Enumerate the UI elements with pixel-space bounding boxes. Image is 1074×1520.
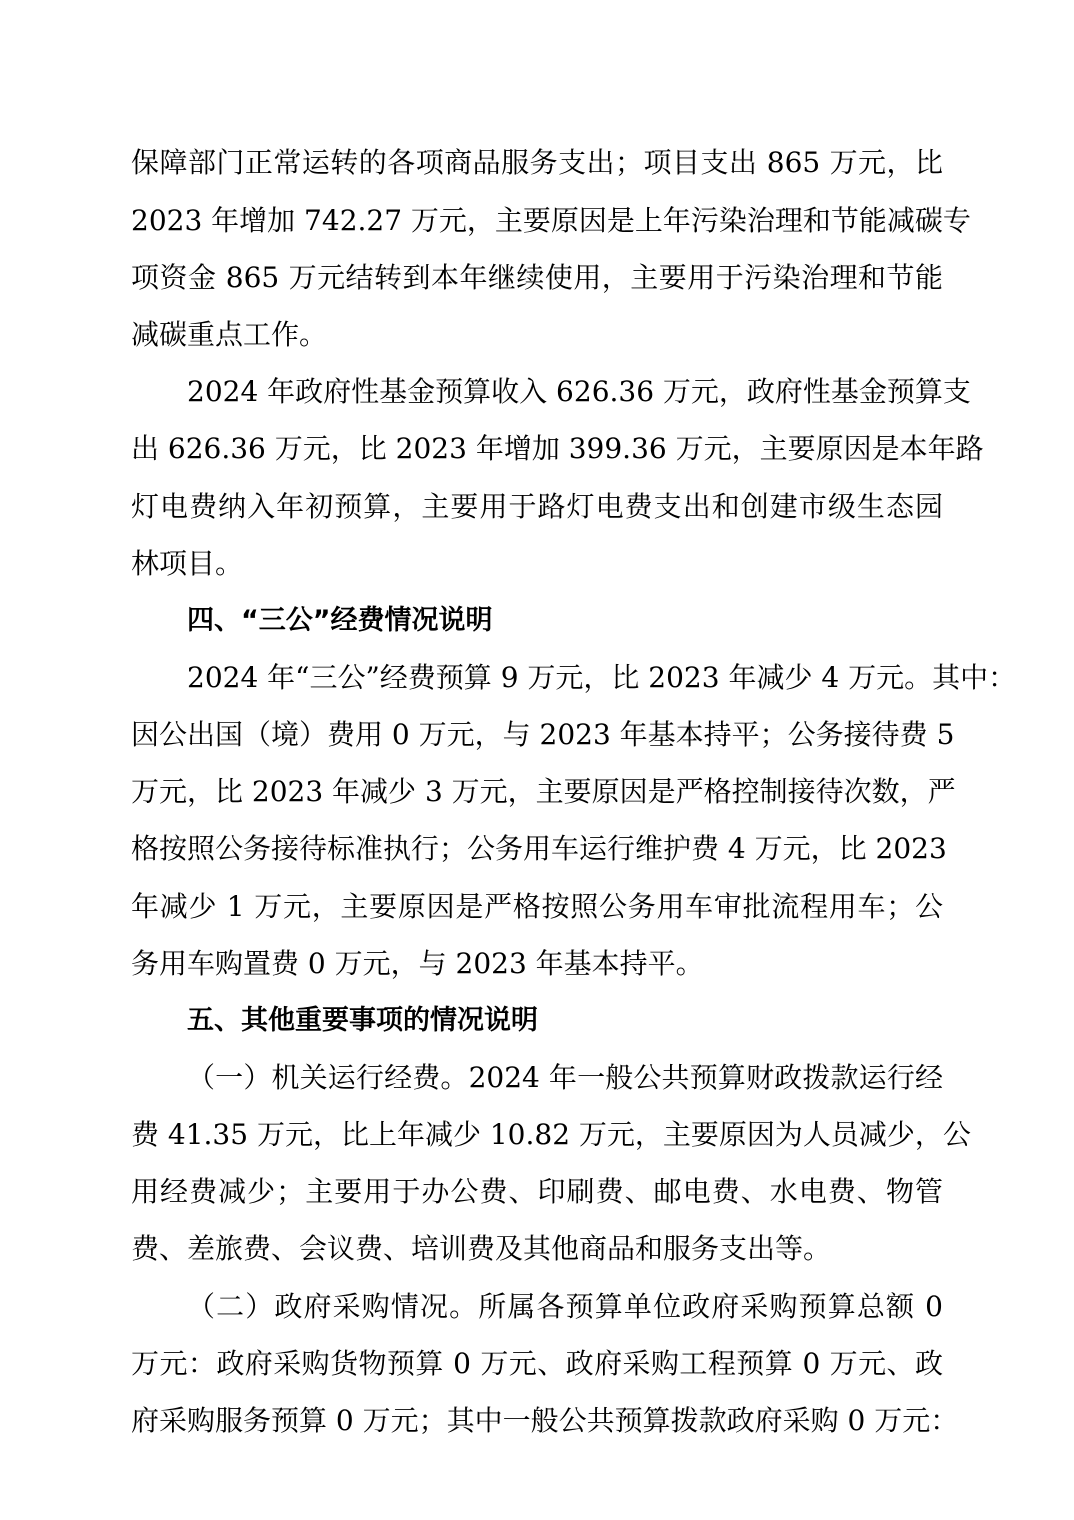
paragraph-line: 费 41.35 万元，比上年减少 10.82 万元，主要原因为人员减少，公 xyxy=(131,1118,971,1151)
section-heading: 四、“三公”经费情况说明 xyxy=(187,605,493,636)
paragraph-line: 府采购服务预算 0 万元；其中一般公共预算拨款政府采购 0 万元： xyxy=(131,1404,959,1437)
paragraph-line: 项资金 865 万元结转到本年继续使用，主要用于污染治理和节能 xyxy=(131,261,943,294)
paragraph-line: 林项目。 xyxy=(131,547,244,580)
paragraph-line: 万元，比 2023 年减少 3 万元，主要原因是严格控制接待次数，严 xyxy=(131,775,956,808)
paragraph-line: （二）政府采购情况。所属各预算单位政府采购预算总额 0 xyxy=(187,1290,943,1323)
paragraph-line: 灯电费纳入年初预算，主要用于路灯电费支出和创建市级生态园 xyxy=(131,490,943,523)
paragraph-line: 万元：政府采购货物预算 0 万元、政府采购工程预算 0 万元、政 xyxy=(131,1347,943,1380)
paragraph-line: 因公出国（境）费用 0 万元，与 2023 年基本持平；公务接待费 5 xyxy=(131,718,955,751)
paragraph-line: 保障部门正常运转的各项商品服务支出；项目支出 865 万元，比 xyxy=(131,146,943,179)
paragraph-line: 格按照公务接待标准执行；公务用车运行维护费 4 万元，比 2023 xyxy=(131,832,947,865)
paragraph-line: 2023 年增加 742.27 万元，主要原因是上年污染治理和节能减碳专 xyxy=(131,204,971,237)
paragraph-line: 2024 年政府性基金预算收入 626.36 万元，政府性基金预算支 xyxy=(187,375,971,408)
paragraph-line: （一）机关运行经费。2024 年一般公共预算财政拨款运行经 xyxy=(187,1061,943,1094)
paragraph-line: 2024 年“三公”经费预算 9 万元，比 2023 年减少 4 万元。其中： xyxy=(187,661,1017,694)
paragraph-line: 年减少 1 万元，主要原因是严格按照公务用车审批流程用车；公 xyxy=(131,890,943,923)
paragraph-line: 费、差旅费、会议费、培训费及其他商品和服务支出等。 xyxy=(131,1232,832,1265)
paragraph-line: 出 626.36 万元，比 2023 年增加 399.36 万元，主要原因是本年路 xyxy=(131,432,984,465)
paragraph-line: 减碳重点工作。 xyxy=(131,318,328,351)
paragraph-line: 用经费减少；主要用于办公费、印刷费、邮电费、水电费、物管 xyxy=(131,1175,943,1208)
section-heading: 五、其他重要事项的情况说明 xyxy=(187,1005,538,1036)
paragraph-line: 务用车购置费 0 万元，与 2023 年基本持平。 xyxy=(131,947,704,980)
